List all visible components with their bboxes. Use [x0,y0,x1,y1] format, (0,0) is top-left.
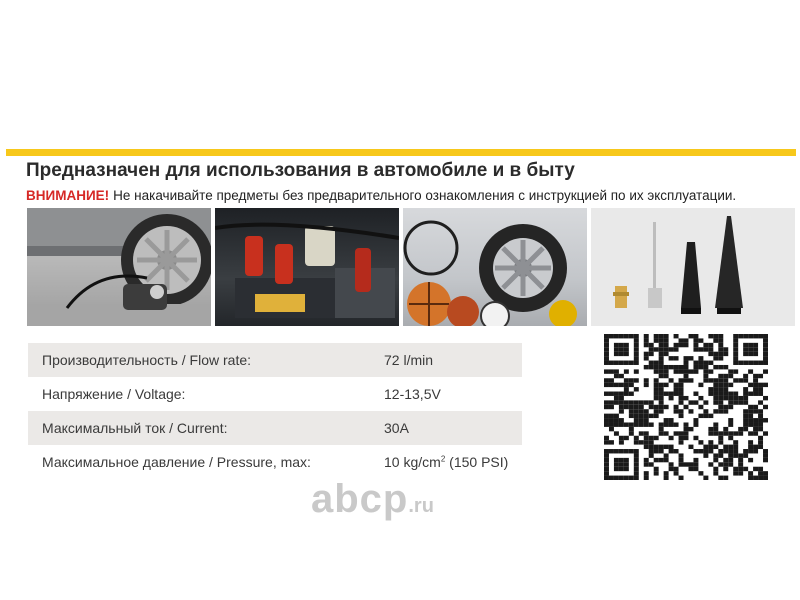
watermark-logo [311,477,434,522]
warning-label: ВНИМАНИЕ! [26,188,110,203]
photo-car-wheel [27,208,211,326]
qr-code [604,334,768,480]
page-title: Предназначен для использования в автомобиле и в быту [26,160,575,181]
spec-label: Максимальное давление / Pressure, max: [42,454,311,470]
warning-text: Не накачивайте предметы без предварительного ознакомления с инструкцией по их эксплуатации. [113,188,737,203]
watermark-name: abcp [311,477,409,521]
spec-value-tail: (150 PSI) [445,454,509,470]
photo-strip [27,208,795,326]
warning-line [26,188,736,203]
spec-value: 72 l/min [384,352,434,368]
spec-row [28,411,522,445]
photo-nozzle-adapters [591,208,795,326]
spec-value-superscript: 2 [440,454,446,464]
spec-row [28,343,522,377]
watermark-tld: .ru [408,495,434,517]
spec-value: 30A [384,420,409,436]
photo-engine-bay [215,208,399,326]
spec-row [28,445,522,479]
yellow-accent-bar [6,149,796,156]
spec-value-main: 10 kg/cm [384,454,441,470]
spec-row [28,377,522,411]
spec-label: Максимальный ток / Current: [42,420,228,436]
spec-value [384,454,522,470]
spec-label: Производительность / Flow rate: [42,352,252,368]
spec-label: Напряжение / Voltage: [42,386,186,402]
spec-value: 12-13,5V [384,386,441,402]
photo-bike-and-balls [403,208,587,326]
spec-table [28,343,522,479]
